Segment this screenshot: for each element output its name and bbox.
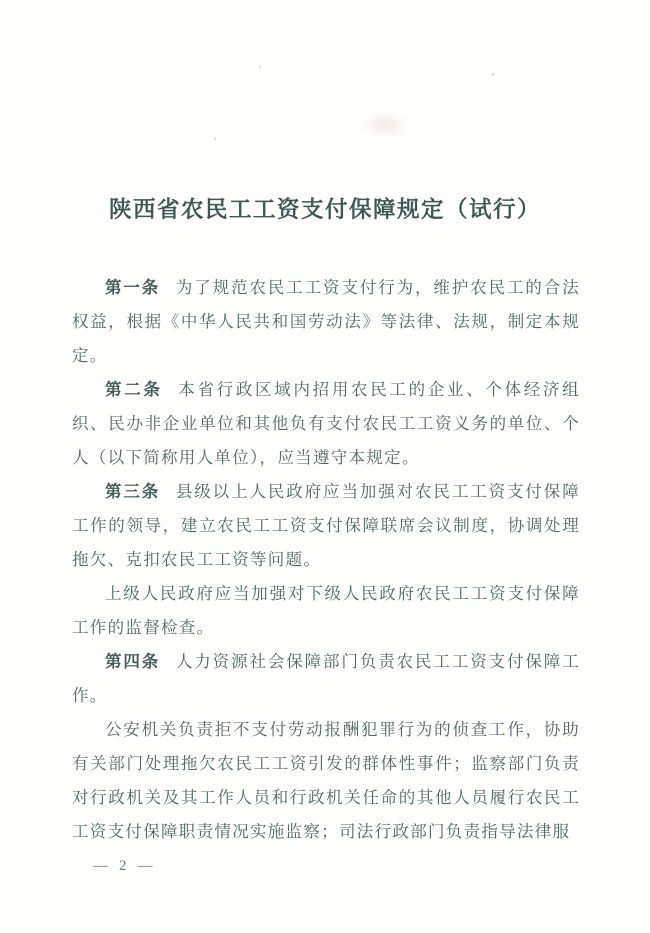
scan-speck-artifact (214, 138, 216, 140)
paragraph-article-2 (72, 373, 580, 475)
paragraph-text: 为了规范农民工工资支付行为，维护农民工的合法权益，根据《中华人民共和国劳动法》等法律、法规，制定本规定。 (72, 278, 580, 365)
document-title: 陕西省农民工工资支付保障规定（试行） (108, 197, 541, 222)
paragraph-text: 人力资源社会保障部门负责农民工工资支付保障工作。 (72, 652, 580, 705)
paragraph-text: 县级以上人民政府应当加强对农民工工资支付保障工作的领导，建立农民工工资支付保障联席会议制度，协调处理拖欠、克扣农民工工资等问题。 (72, 482, 580, 569)
paragraph-text: 本省行政区域内招用农民工的企业、个体经济组织、民办非企业单位和其他负有支付农民工工资义务的单位、个人（以下简称用人单位），应当遵守本规定。 (72, 380, 580, 467)
scan-speck-artifact (259, 66, 261, 68)
article-number: 第四条 (105, 652, 161, 671)
paragraph-article-4-continued (72, 713, 580, 849)
document-body (72, 271, 580, 849)
paragraph-text: 上级人民政府应当加强对下级人民政府农民工工资支付保障工作的监督检查。 (72, 584, 580, 637)
article-number: 第三条 (105, 482, 161, 501)
paragraph-text: 公安机关负责拒不支付劳动报酬犯罪行为的侦查工作，协助有关部门处理拖欠农民工工资引发的群体性事件；监察部门负责对行政机关及其工作人员和行政机关任命的其他人员履行农民工工资支付保障职责情况实施监察；司法行政部门负责指导法律服 (72, 720, 580, 841)
article-number: 第二条 (105, 380, 163, 399)
paragraph-article-3-continued (72, 577, 580, 645)
paragraph-article-1 (72, 271, 580, 373)
paragraph-article-4 (72, 645, 580, 713)
paragraph-article-3 (72, 475, 580, 577)
scan-smudge-artifact (362, 112, 408, 138)
page-number: — 2 — (93, 858, 157, 874)
article-number: 第一条 (105, 278, 161, 297)
scan-speck-artifact (492, 73, 494, 76)
